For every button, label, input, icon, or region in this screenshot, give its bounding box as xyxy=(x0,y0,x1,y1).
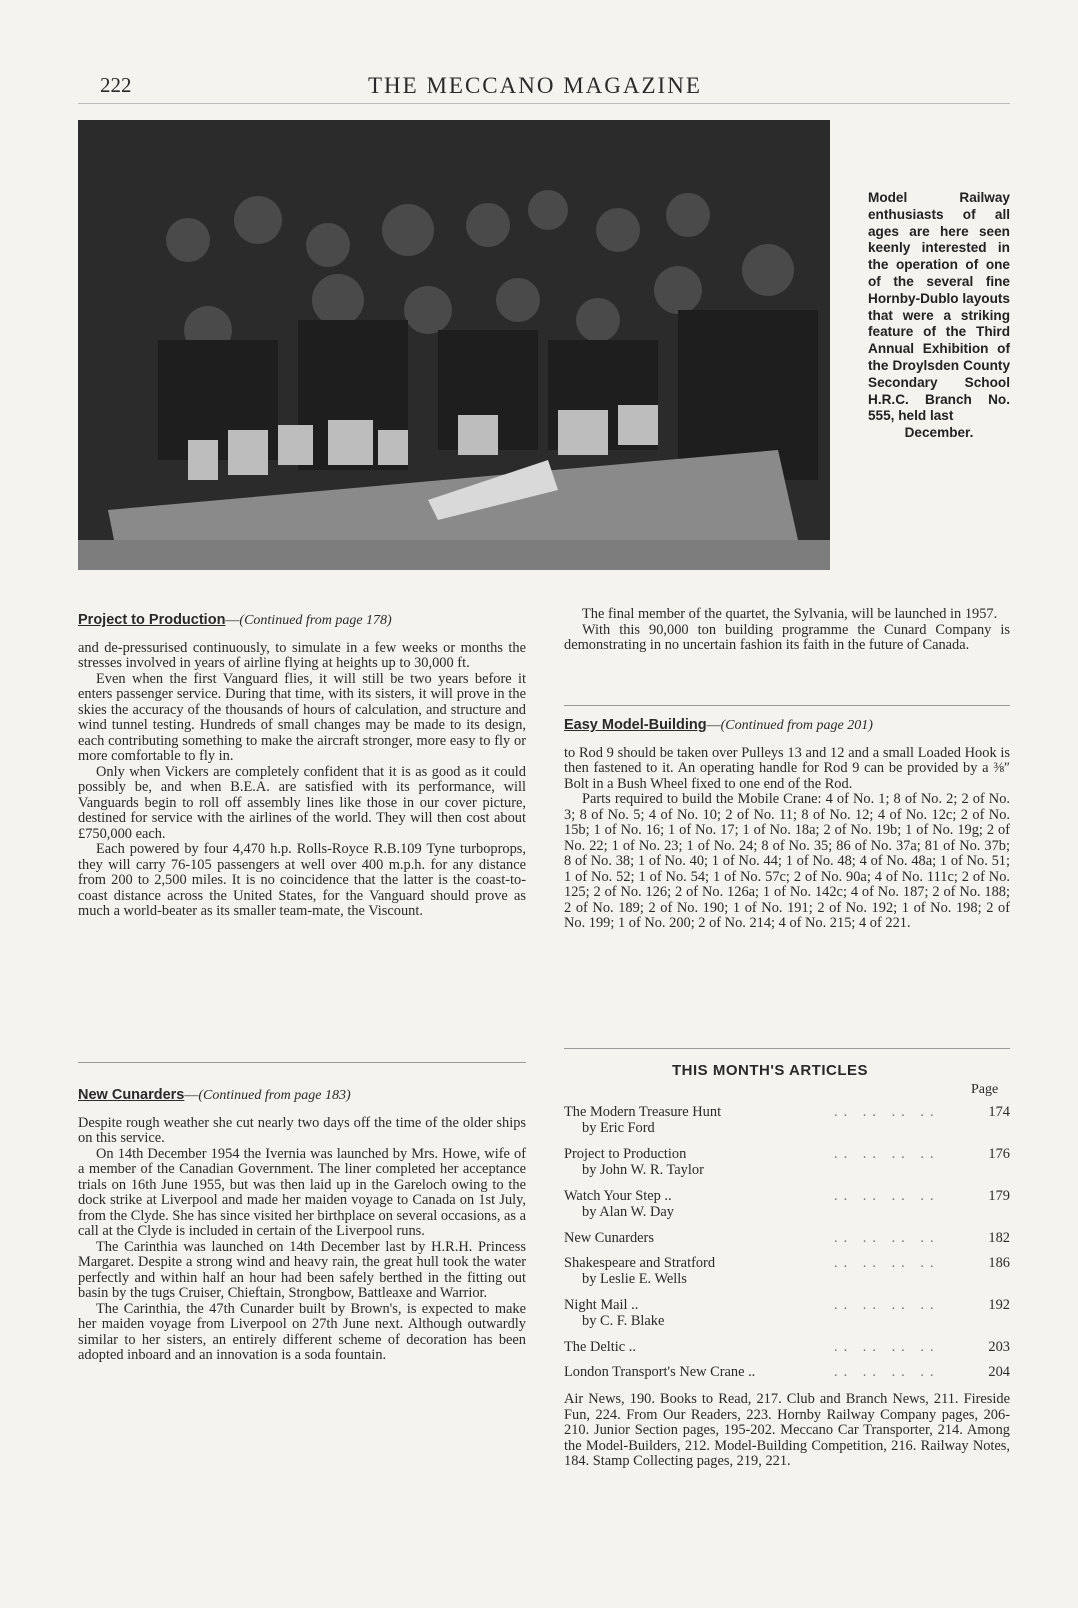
toc-author: by Leslie E. Wells xyxy=(582,1270,687,1287)
toc-author: by Eric Ford xyxy=(582,1119,655,1136)
project-continued: (Continued from page 178) xyxy=(239,613,392,628)
easy-continued: (Continued from page 201) xyxy=(720,718,873,733)
toc-leader-dots: .. .. .. .. xyxy=(834,1230,940,1246)
caption-last-line: December. xyxy=(904,425,974,441)
cunarders-paragraph-1: Despite rough weather she cut nearly two days off the time of the older ships on this service. xyxy=(78,1114,526,1146)
toc-page: 192 xyxy=(988,1297,1010,1313)
cunarders-section xyxy=(78,1088,526,1364)
project-paragraph-2: Even when the first Vanguard flies, it will still be two years before it enters passenger service. During that time, with its sisters, it will prove in the skies the accuracy of the thousands of hours of calculation, and structure and wind tunnel testing. Hundreds of small changes may be made to its design, each contributing something to make the aircraft stronger, more easy to fly or more comfortable to fly in. xyxy=(78,670,526,764)
left-section-rule xyxy=(78,1062,526,1063)
toc-page: 174 xyxy=(988,1104,1010,1120)
articles-title: THIS MONTH'S ARTICLES xyxy=(672,1062,869,1079)
easy-heading: Easy Model-Building xyxy=(564,717,707,733)
toc-title: Watch Your Step .. xyxy=(564,1188,672,1204)
toc-item[interactable] xyxy=(564,1231,1010,1247)
header-rule xyxy=(78,103,1010,104)
toc-author: by John W. R. Taylor xyxy=(582,1161,704,1178)
cunarders-paragraph-3: The Carinthia was launched on 14th December last by H.R.H. Princess Margaret. Despite a strong wind and heavy rain, the great hull took the water perfectly and within half an hour had been safely berthed in the fitting out basin by the tugs Cruiser, Chieftain, Strongbow, Battleaxe and Warrior. xyxy=(78,1238,526,1301)
easy-section xyxy=(564,718,1010,932)
cunarders-dash: — xyxy=(184,1088,199,1103)
toc-author: by Alan W. Day xyxy=(582,1203,674,1220)
cunarders-paragraph-4: The Carinthia, the 47th Cunarder built by Brown's, is expected to make her maiden voyage from Liverpool on 27th June next. Although outwardly similar to her sisters, an entirely different scheme of decoration has been adopted inboard and an innovation is a soda fountain. xyxy=(78,1300,526,1363)
toc-page: 203 xyxy=(988,1339,1010,1355)
toc-title: The Deltic .. xyxy=(564,1339,636,1355)
toc-leader-dots: .. .. .. .. xyxy=(834,1104,940,1120)
right-section-rule-1 xyxy=(564,705,1010,706)
toc-item[interactable] xyxy=(564,1256,1010,1287)
articles-page-label: Page xyxy=(971,1082,999,1097)
project-paragraph-4: Each powered by four 4,470 h.p. Rolls-Royce R.B.109 Tyne turboprops, they will carry 76-105 passengers at well over 400 m.p.h. for any distance from 200 to 2,500 miles. It is no coincidence that the latter is the coast-to-coast distance across the United States, for the Vanguard should prove as much a world-beater as its smaller team-mate, the Viscount. xyxy=(78,841,526,919)
toc-page: 182 xyxy=(988,1230,1010,1246)
magazine-title: THE MECCANO MAGAZINE xyxy=(368,73,702,98)
toc-author: by C. F. Blake xyxy=(582,1312,665,1329)
toc-leader-dots: .. .. .. .. xyxy=(834,1188,940,1204)
toc-page: 204 xyxy=(988,1364,1010,1380)
toc-page: 176 xyxy=(988,1146,1010,1162)
photo-caption xyxy=(868,190,1010,442)
project-heading: Project to Production xyxy=(78,612,226,628)
toc-item[interactable] xyxy=(564,1189,1010,1220)
toc-leader-dots: .. .. .. .. xyxy=(834,1297,940,1313)
toc-leader-dots: .. .. .. .. xyxy=(834,1146,940,1162)
easy-paragraph-1: to Rod 9 should be taken over Pulleys 13 and 12 and a small Loaded Hook is then fastened to it. An operating handle for Rod 9 can be provided by a ⅜″ Bolt in a Bush Wheel fixed to one end of the Rod. xyxy=(564,744,1010,792)
project-paragraph-1: and de-pressurised continuously, to simulate in a few weeks or months the stresses involved in years of airline flying at heights up to 30,000 ft. xyxy=(78,639,526,671)
toc-item[interactable] xyxy=(564,1298,1010,1329)
page-number: 222 xyxy=(100,73,132,97)
toc-item[interactable] xyxy=(564,1105,1010,1136)
toc-item[interactable] xyxy=(564,1340,1010,1356)
toc-leader-dots: .. .. .. .. xyxy=(834,1364,940,1380)
easy-paragraph-2: Parts required to build the Mobile Crane: 4 of No. 1; 8 of No. 2; 2 of No. 3; 8 of No. 5; 4 of No. 10; 2 of No. 11; 8 of No. 12; 4 of No. 12c; 2 of No. 15b; 1 of No. 16; 1 of No. 17; 1 of No. 18a; 2 of No. 19b; 1 of No. 19g; 2 of No. 22; 1 of No. 23; 1 of No. 24; 8 of No. 35; 86 of No. 37a; 81 of No. 37b; 8 of No. 38; 1 of No. 40; 1 of No. 44; 1 of No. 48; 4 of No. 48a; 1 of No. 51; 1 of No. 52; 1 of No. 54; 1 of No. 57c; 2 of No. 90a; 4 of No. 111c; 2 of No. 125; 2 of No. 126; 2 of No. 126a; 1 of No. 142c; 4 of No. 187; 2 of No. 188; 2 of No. 189; 2 of No. 190; 1 of No. 191; 2 of No. 192; 1 of No. 198; 2 of No. 199; 1 of No. 200; 2 of No. 214; 4 of No. 215; 4 of 221. xyxy=(564,791,1010,931)
toc-title: Night Mail .. xyxy=(564,1297,639,1313)
toc-title: Project to Production xyxy=(564,1146,687,1162)
project-dash: — xyxy=(225,613,240,628)
toc-title: London Transport's New Crane .. xyxy=(564,1364,756,1380)
toc-leader-dots: .. .. .. .. xyxy=(834,1255,940,1271)
project-section xyxy=(78,613,526,920)
cunarders-paragraph-6: With this 90,000 ton building programme the Cunard Company is demonstrating in no uncertain fashion its faith in the future of Canada. xyxy=(564,621,1010,653)
cunarders-heading: New Cunarders xyxy=(78,1087,185,1103)
right-section-rule-2 xyxy=(564,1048,1010,1049)
cunarders-continuation xyxy=(564,607,1010,654)
toc-title: The Modern Treasure Hunt xyxy=(564,1104,722,1120)
exhibition-photo xyxy=(78,120,830,570)
toc-title: New Cunarders xyxy=(564,1230,654,1246)
cunarders-continued: (Continued from page 183) xyxy=(198,1088,351,1103)
toc-item[interactable] xyxy=(564,1147,1010,1178)
cunarders-paragraph-2: On 14th December 1954 the Ivernia was launched by Mrs. Howe, wife of a member of the Canadian Government. The liner completed her acceptance trials on 16th June 1955, but was then laid up in the Gareloch owing to the dock strike at Liverpool and made her maiden voyage to Canada on 1st July, from the Clyde. She has since visited her birthplace on several occasions, as a call at the Clyde is included in certain of the Liverpool runs. xyxy=(78,1145,526,1239)
other-features-list: Air News, 190. Books to Read, 217. Club and Branch News, 211. Fireside Fun, 224. From Our Readers, 223. Hornby Railway Company pages, 206-210. Junior Section pages, 195-202. Meccano Car Transporter, 214. Among the Model-Builders, 212. Model-Building Competition, 216. Railway Notes, 184. Stamp Collecting pages, 219, 221. xyxy=(564,1391,1010,1469)
toc-page: 179 xyxy=(988,1188,1010,1204)
toc-title: Shakespeare and Stratford xyxy=(564,1255,716,1271)
project-paragraph-3: Only when Vickers are completely confident that it is as good as it could possibly be, and when B.E.A. are satisfied with its performance, will Vanguards begin to roll off assembly lines like those in our cover picture, destined for service with the airlines of the world. They will then cost about £750,000 each. xyxy=(78,763,526,842)
toc-page: 186 xyxy=(988,1255,1010,1271)
cunarders-paragraph-5: The final member of the quartet, the Sylvania, will be launched in 1957. xyxy=(582,606,998,622)
toc-item[interactable] xyxy=(564,1365,1010,1381)
easy-dash: — xyxy=(706,718,721,733)
caption-text: Model Railway enthusiasts of all ages are here seen keenly interested in the operation of one of the several fine Hornby-Dublo layouts that were a striking feature of the Third Annual Exhibition of the Droylsden County Secondary School H.R.C. Branch No. 555, held last xyxy=(868,190,1010,424)
toc-leader-dots: .. .. .. .. xyxy=(834,1339,940,1355)
